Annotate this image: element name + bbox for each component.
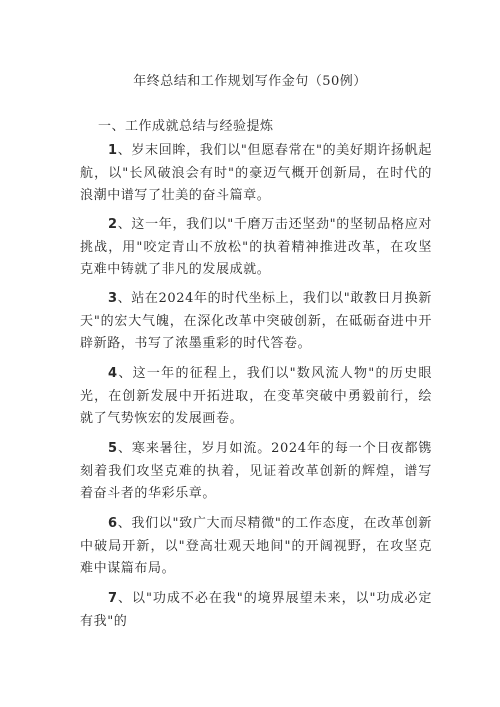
paragraph-text: 、岁末回眸，我们以"但愿春常在"的美好期许扬帆起航，以"长风破浪会有时"的豪迈气概开创新局，在时代的浪潮中谱写了壮美的奋斗篇章。 <box>80 143 432 203</box>
paragraph-text: 、寒来暑往，岁月如流。2024年的每一个日夜都镌刻着我们攻坚克难的执着，见证着改革创新的辉煌，谱写着奋斗者的华彩乐章。 <box>80 441 432 501</box>
paragraph-2 <box>80 214 432 282</box>
paragraph-number: 2 <box>108 217 118 232</box>
paragraph-text: 、站在2024年的时代坐标上，我们以"敢教日月换新天"的宏大气魄，在深化改革中突破创新，在砥砺奋进中开辟新路，书写了浓墨重彩的时代答卷。 <box>80 291 432 351</box>
section-heading: 一、工作成就总结与经验提炼 <box>98 119 274 134</box>
paragraph-number: 6 <box>108 516 118 531</box>
paragraph-text: 、我们以"致广大而尽精微"的工作态度，在改革创新中破局开新，以"登高壮观天地间"的开阔视野，在攻坚克难中谋篇布局。 <box>80 516 432 576</box>
paragraph-text: 、这一年，我们以"千磨万击还坚劲"的坚韧品格应对挑战，用"咬定青山不放松"的执着精神推进改革，在攻坚克难中铸就了非凡的发展成就。 <box>80 217 432 277</box>
paragraph-number: 5 <box>108 441 118 456</box>
paragraph-5 <box>80 438 432 506</box>
paragraph-6 <box>80 513 432 581</box>
paragraph-text: 、以"功成不必在我"的境界展望未来，以"功成必定有我"的 <box>80 591 432 629</box>
document-title: 年终总结和工作规划写作金句（50例） <box>133 74 367 89</box>
paragraph-1 <box>80 140 432 208</box>
paragraph-text: 、这一年的征程上，我们以"数风流人物"的历史眼光，在创新发展中开拓进取，在变革突破中勇毅前行，绘就了气势恢宏的发展画卷。 <box>80 366 432 426</box>
paragraph-7 <box>80 588 432 633</box>
paragraph-number: 1 <box>108 143 118 158</box>
paragraph-number: 7 <box>108 591 118 606</box>
paragraph-number: 3 <box>108 291 118 306</box>
paragraph-number: 4 <box>108 366 118 381</box>
paragraph-3 <box>80 288 432 356</box>
paragraph-4 <box>80 363 432 431</box>
